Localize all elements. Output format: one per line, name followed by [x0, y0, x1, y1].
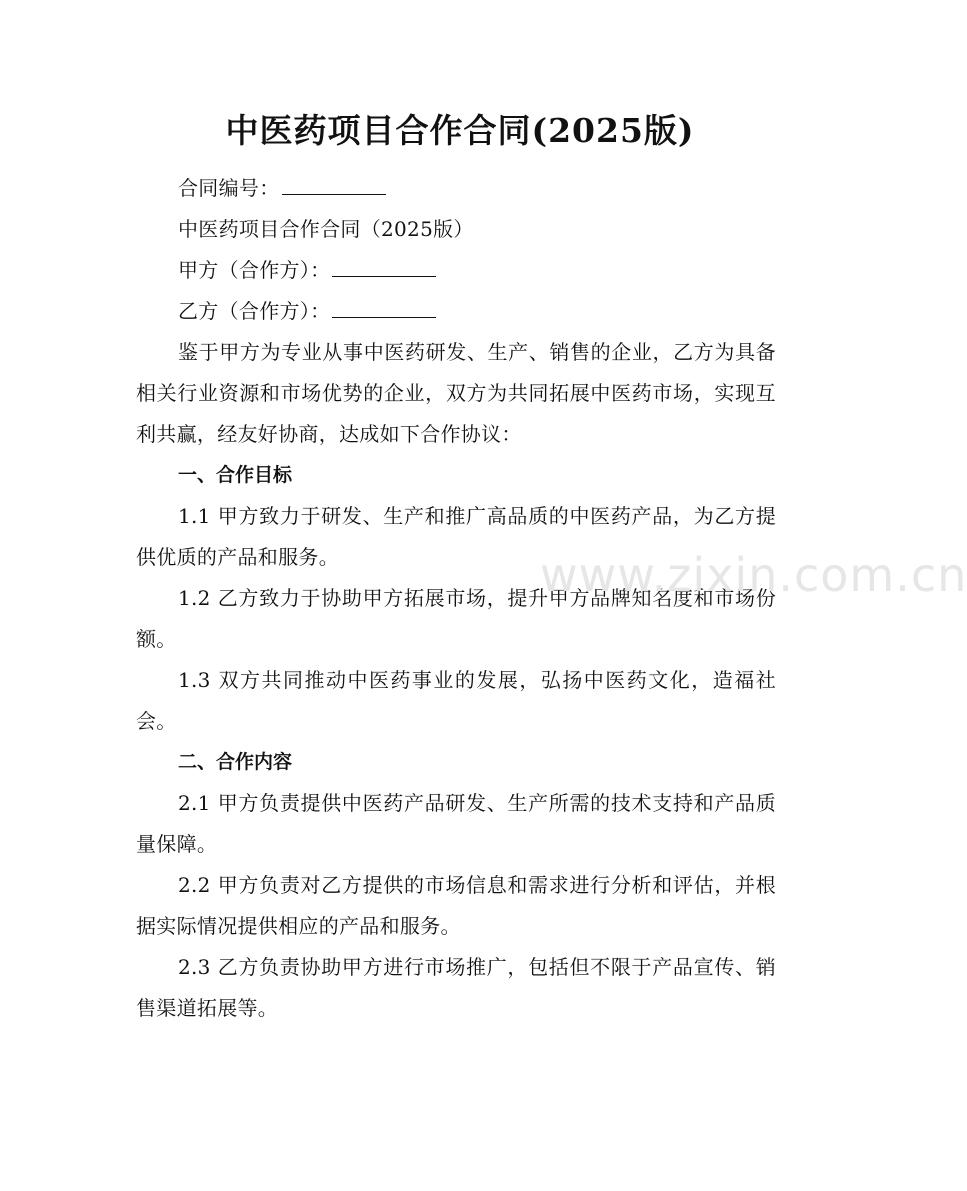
- clause-paragraph: 1.2 乙方致力于协助甲方拓展市场，提升甲方品牌知名度和市场份额。: [136, 586, 776, 651]
- party-a-blank: [332, 254, 436, 277]
- document-title: 中医药项目合作合同(2025版): [225, 111, 695, 150]
- clause-paragraph: 1.3 双方共同推动中医药事业的发展，弘扬中医药文化，造福社会。: [136, 668, 776, 733]
- section-heading: 一、合作目标: [178, 464, 293, 486]
- party-b-blank: [332, 295, 436, 318]
- party-b-label: 乙方（合作方）：: [178, 299, 331, 323]
- section-heading: 二、合作内容: [178, 751, 293, 773]
- party-a-label: 甲方（合作方）：: [178, 258, 331, 282]
- contract-subtitle: 中医药项目合作合同（2025版）: [178, 217, 474, 241]
- party-a-line: [136, 250, 776, 291]
- clause-paragraph: 1.1 甲方致力于研发、生产和推广高品质的中医药产品，为乙方提供优质的产品和服务。: [136, 504, 776, 569]
- document-body: [136, 168, 776, 1029]
- contract-number-blank: [282, 172, 386, 195]
- watermark: www.zixin.com.cn: [540, 548, 967, 602]
- clause-paragraph: 2.1 甲方负责提供中医药产品研发、生产所需的技术支持和产品质量保障。: [136, 791, 776, 856]
- party-b-line: [136, 291, 776, 332]
- contract-number-line: [136, 168, 776, 209]
- preamble-paragraph: 鉴于甲方为专业从事中医药研发、生产、销售的企业，乙方为具备相关行业资源和市场优势的企业，双方为共同拓展中医药市场，实现互利共赢，经友好协商，达成如下合作协议：: [136, 340, 776, 446]
- clause-paragraph: 2.3 乙方负责协助甲方进行市场推广，包括但不限于产品宣传、销售渠道拓展等。: [136, 955, 776, 1020]
- contract-number-label: 合同编号：: [178, 176, 280, 200]
- clause-paragraph: 2.2 甲方负责对乙方提供的市场信息和需求进行分析和评估，并根据实际情况提供相应的产品和服务。: [136, 873, 776, 938]
